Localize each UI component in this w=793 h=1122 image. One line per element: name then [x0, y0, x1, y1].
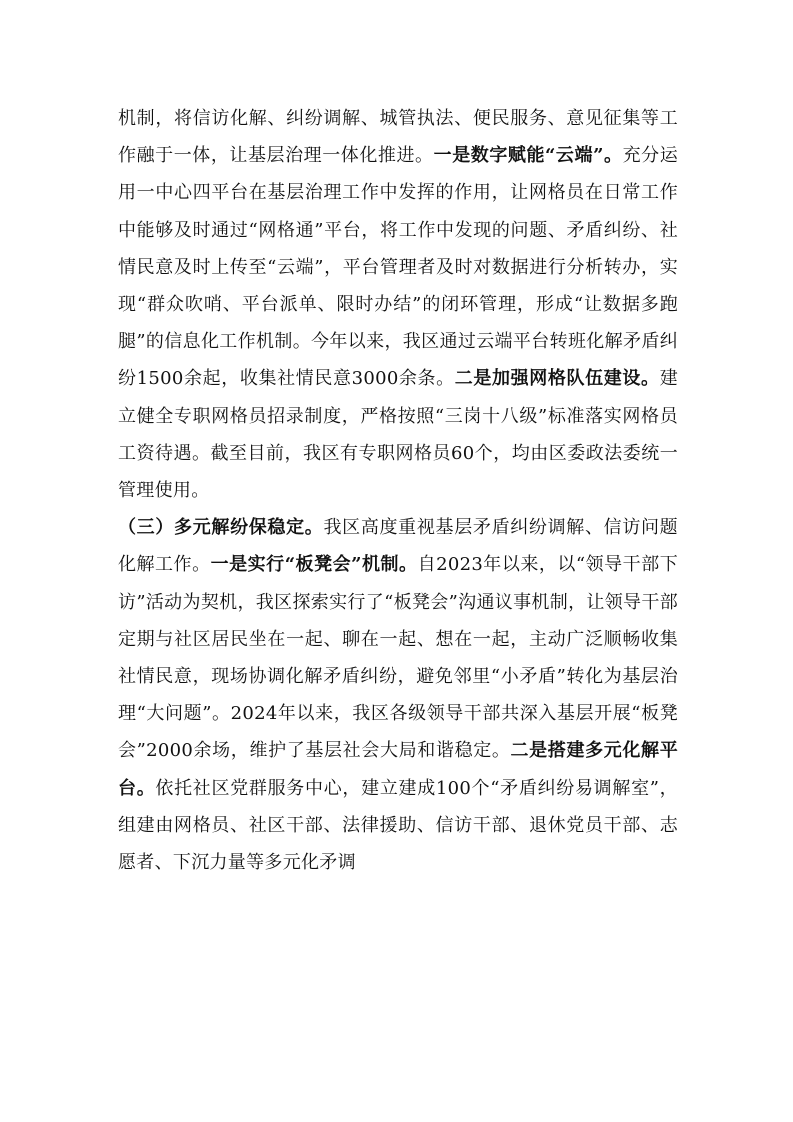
document-body [118, 100, 678, 881]
paragraph-text: 充分运用一中心四平台在基层治理工作中发挥的作用，让网格员在日常工作中能够及时通过“网格通”平台，将工作中发现的问题、矛盾纠纷、社情民意及时上传至“云端”，平台管理者及时对数据进行分析转办，实现“群众吹哨、平台派单、限时办结”的闭环管理，形成“让数据多跑腿”的信息化工作机制。今年以来，我区通过云端平台转班化解矛盾纠纷1500余起，收集社情民意3000余条。 [118, 145, 678, 390]
section-heading-three: （三）多元解纷保稳定。 [118, 517, 324, 539]
paragraph-grid-management [118, 100, 678, 509]
paragraph-text: 机制，将信访化解、纠纷调解、城管执法、便民服务、意见征集等工作融于一体，让基层治理一体化推进。 [118, 108, 678, 167]
heading-bench-meeting: 一是实行“板凳会”机制。 [210, 554, 418, 576]
paragraph-text: 自2023年以来，以“领导干部下访”活动为契机，我区探索实行了“板凳会”沟通议事机制，让领导干部定期与社区居民坐在一起、聊在一起、想在一起，主动广泛顺畅收集社情民意，现场协调化解矛盾纠纷，避免邻里“小矛盾”转化为基层治理“大问题”。2024年以来，我区各级领导干部共深入基层开展“板凳会”2000余场，维护了基层社会大局和谐稳定。 [118, 554, 679, 762]
heading-digital-cloud: 一是数字赋能“云端”。 [433, 145, 623, 167]
paragraph-text: 建立健全专职网格员招录制度，严格按照“三岗十八级”标准落实网格员工资待遇。截至目前，我区有专职网格员60个，均由区委政法委统一管理使用。 [118, 368, 678, 502]
paragraph-diverse-dispute-resolution [118, 509, 678, 881]
heading-resolution-platform: 二是搭建多元化解平台。 [118, 740, 678, 799]
paragraph-text: 依托社区党群服务中心，建立建成100个“矛盾纠纷易调解室”，组建由网格员、社区干部、法律援助、信访干部、退休党员干部、志愿者、下沉力量等多元化矛调 [118, 777, 678, 874]
paragraph-text: 我区高度重视基层矛盾纠纷调解、信访问题化解工作。 [118, 517, 678, 576]
heading-grid-team: 二是加强网格队伍建设。 [454, 368, 660, 390]
